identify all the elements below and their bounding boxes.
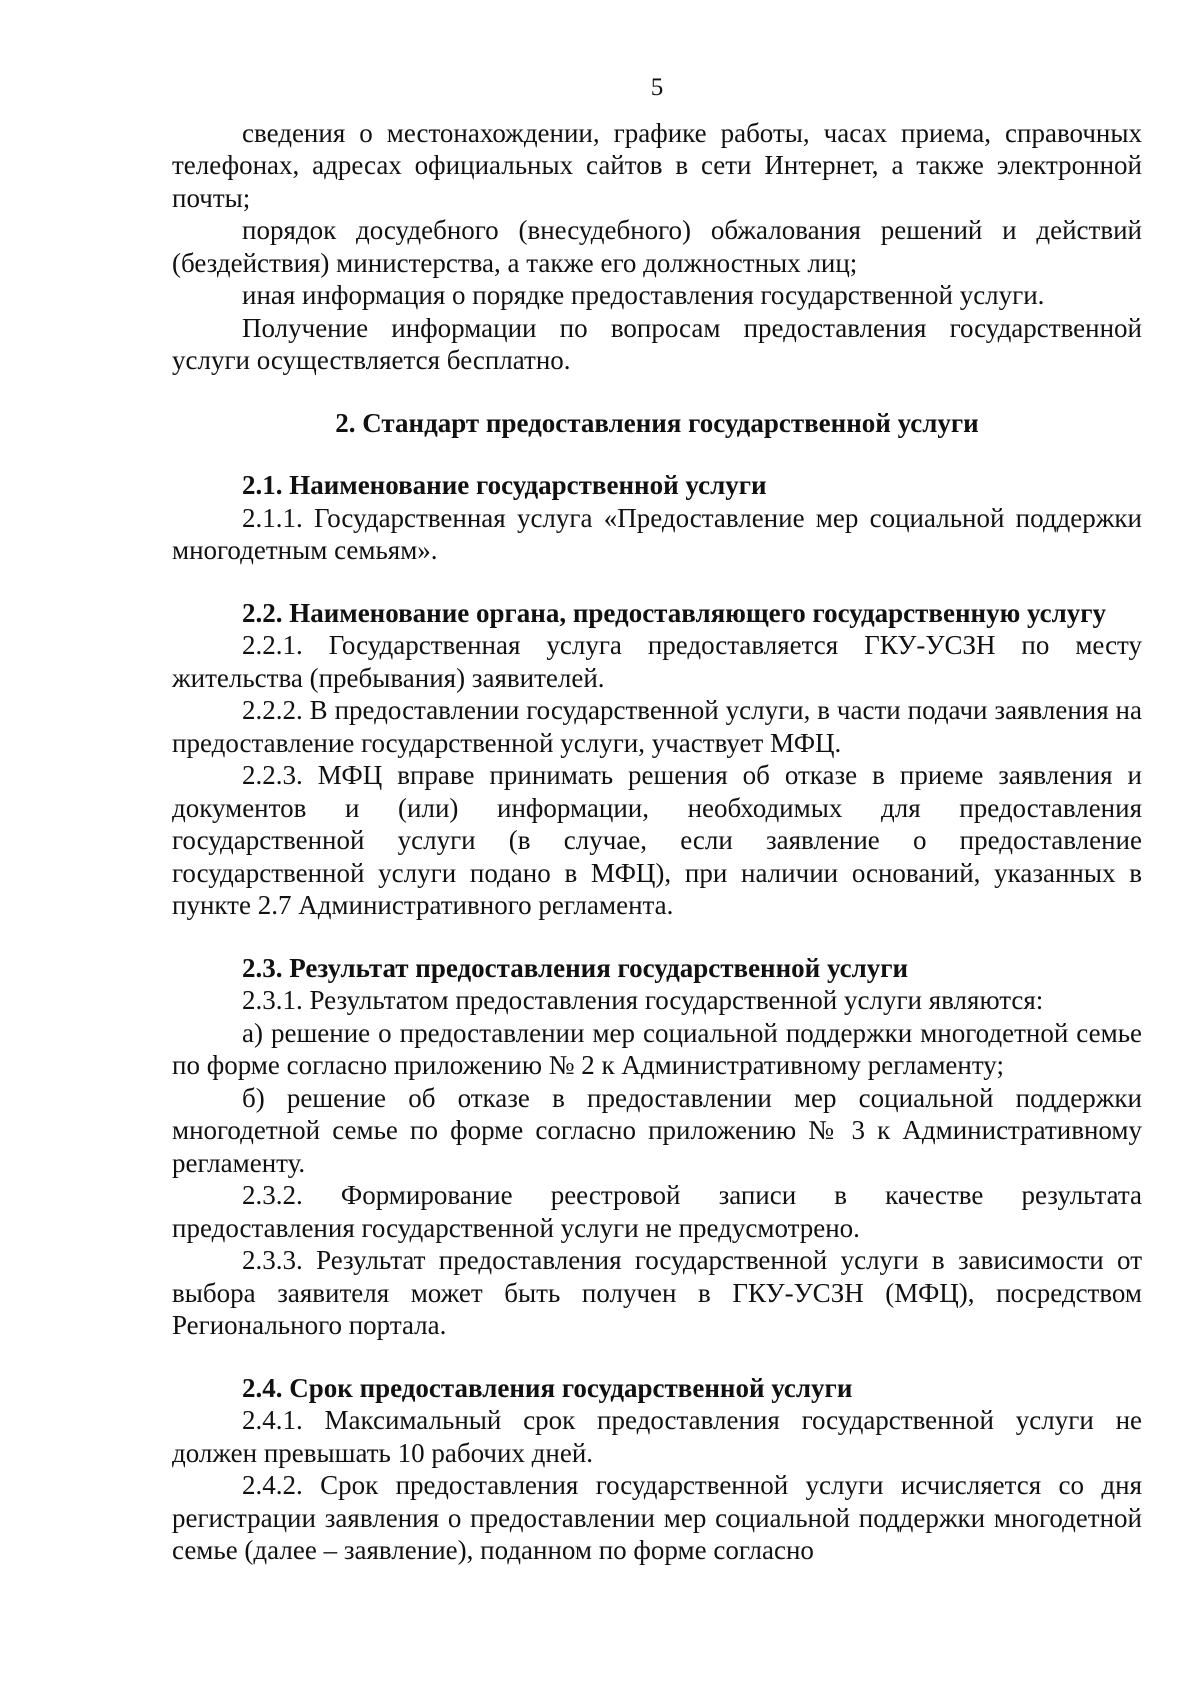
page-number: 5 bbox=[650, 74, 664, 101]
document-page bbox=[172, 72, 1142, 1567]
paragraph: б) решение об отказе в предоставлении мер социальной поддержки многодетной семье по форме согласно приложению № 3 к Административному регламенту. bbox=[172, 1082, 1142, 1178]
section-title-2-3: 2.3. Результат предоставления государственной услуги bbox=[242, 952, 909, 983]
section-title-2-4: 2.4. Срок предоставления государственной услуги bbox=[242, 1372, 853, 1403]
paragraph: порядок досудебного (внесудебного) обжалования решений и действий (бездействия) министерства, а также его должностных лиц; bbox=[172, 215, 1142, 278]
paragraph: 2.3.2. Формирование реестровой записи в качестве результата предоставления государственной услуги не предусмотрено. bbox=[172, 1180, 1142, 1243]
section-title-2-1: 2.1. Наименование государственной услуги bbox=[242, 470, 767, 500]
section-title-2-2: 2.2. Наименование органа, предоставляющего государственную услугу bbox=[242, 597, 1107, 628]
paragraph: сведения о местонахождении, графике работы, часах приема, справочных телефонах, адресах официальных сайтов в сети Интернет, а также электронной почты; bbox=[172, 117, 1142, 213]
paragraph: Получение информации по вопросам предоставления государственной услуги осуществляется бесплатно. bbox=[172, 312, 1142, 375]
paragraph: 2.2.2. В предоставлении государственной услуги, в части подачи заявления на предоставление государственной услуги, участвует МФЦ. bbox=[172, 695, 1142, 758]
paragraph: 2.3.1. Результатом предоставления государственной услуги являются: bbox=[242, 985, 1044, 1015]
paragraph: 2.4.2. Срок предоставления государственной услуги исчисляется со дня регистрации заявления о предоставлении мер социальной поддержки многодетной семье (далее – заявление), поданном по форме согласно bbox=[172, 1470, 1142, 1565]
paragraph: 2.1.1. Государственная услуга «Предоставление мер социальной поддержки многодетным семьям». bbox=[172, 502, 1142, 565]
paragraph: а) решение о предоставлении мер социальной поддержки многодетной семье по форме согласно приложению № 2 к Административному регламенту; bbox=[172, 1017, 1142, 1080]
paragraph: 2.3.3. Результат предоставления государственной услуги в зависимости от выбора заявителя может быть получен в ГКУ-УСЗН (МФЦ), посредством Регионального портала. bbox=[172, 1245, 1142, 1340]
chapter-title: 2. Стандарт предоставления государственной услуги bbox=[335, 407, 979, 438]
paragraph: иная информация о порядке предоставления государственной услуги. bbox=[242, 280, 1045, 310]
paragraph: 2.2.3. МФЦ вправе принимать решения об отказе в приеме заявления и документов и (или) информации, необходимых для предоставления государственной услуги (в случае, если заявление о предоставление государственной услуги подано в МФЦ), при наличии оснований, указанных в пункте 2.7 Административного регламента. bbox=[172, 760, 1142, 920]
paragraph: 2.2.1. Государственная услуга предоставляется ГКУ-УСЗН по месту жительства (пребывания) заявителей. bbox=[172, 630, 1142, 693]
paragraph: 2.4.1. Максимальный срок предоставления государственной услуги не должен превышать 10 рабочих дней. bbox=[172, 1405, 1142, 1468]
